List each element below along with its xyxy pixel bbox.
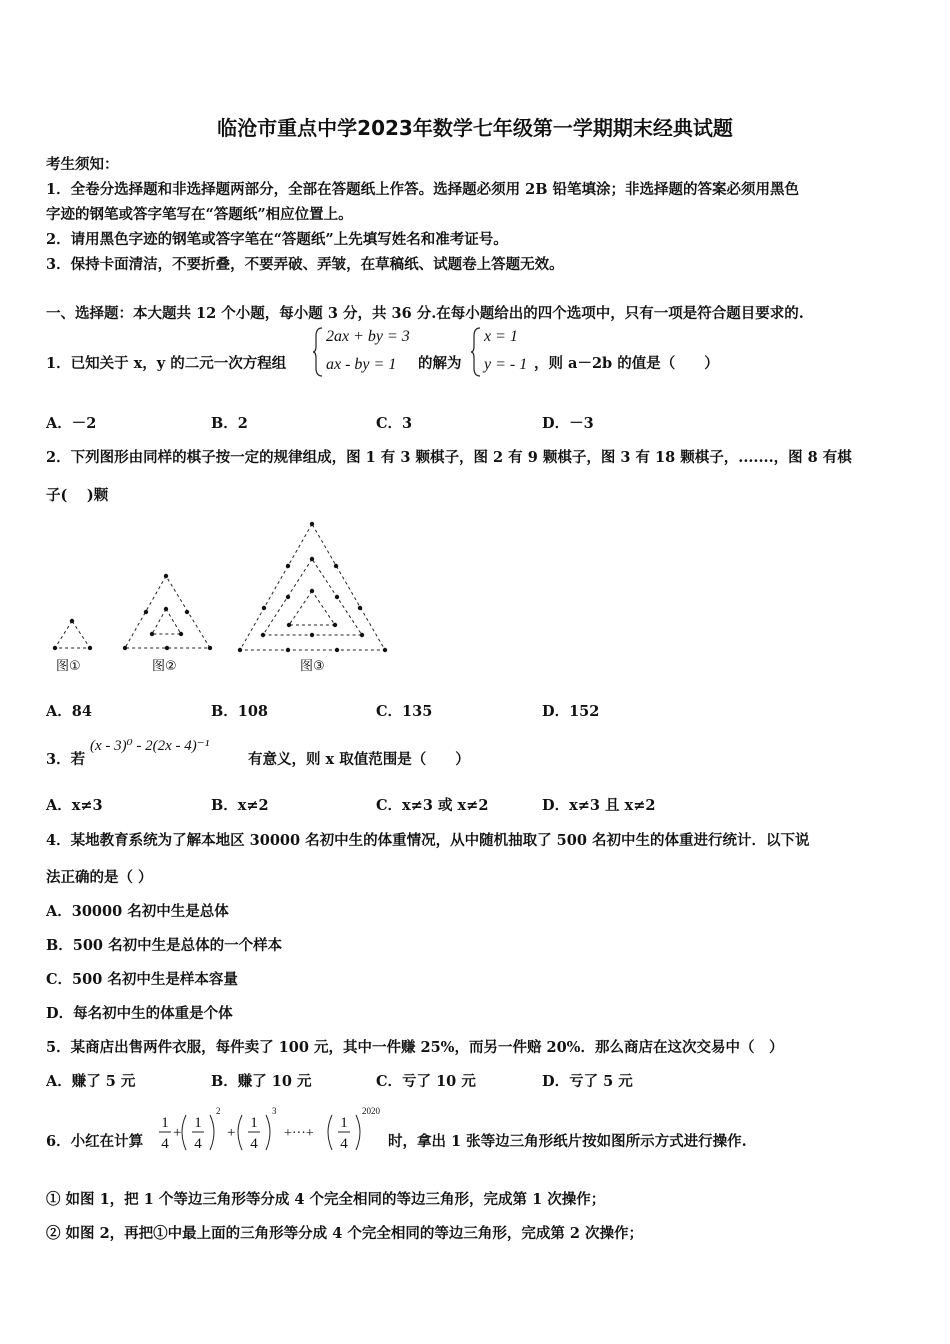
q6-step2: ② 如图 2，再把①中最上面的三角形等分成 4 个完全相同的等边三角形，完成第 2 次操作； xyxy=(46,1225,644,1242)
q6-frac4-den: 4 xyxy=(340,1136,348,1152)
chess-piece xyxy=(335,595,339,599)
chess-piece xyxy=(286,564,290,568)
q2-figure xyxy=(40,515,400,677)
notice-heading: 考生须知： xyxy=(46,156,119,173)
chess-piece xyxy=(164,607,168,611)
chess-piece xyxy=(165,646,169,650)
q1-mid: 的解为 xyxy=(418,355,462,372)
q4-option-d[interactable]: D．每名初中生的体重是个体 xyxy=(46,1005,233,1022)
chess-piece xyxy=(164,574,168,578)
q5-option-a[interactable]: A．赚了 5 元 xyxy=(46,1073,136,1090)
q3-option-a[interactable]: A．x≠3 xyxy=(46,797,103,814)
chess-piece xyxy=(310,557,314,561)
q1-prefix: 1．已知关于 x，y 的二元一次方程组 xyxy=(46,355,287,372)
notice-item-3: 3．保持卡面清洁，不要折叠，不要弄破、弄皱，在草稿纸、试题卷上答题无效。 xyxy=(46,256,564,273)
chess-piece xyxy=(208,646,212,650)
q5-option-d[interactable]: D．亏了 5 元 xyxy=(542,1073,633,1090)
chess-piece xyxy=(70,619,74,623)
q3-option-d[interactable]: D．x≠3 且 x≠2 xyxy=(542,797,656,814)
chess-piece xyxy=(150,632,154,636)
q6-prefix: 6．小红在计算 xyxy=(46,1133,144,1150)
q6-plus-1: + xyxy=(173,1125,182,1141)
q1-sol2: y = - 1 xyxy=(484,356,528,373)
q4-option-c[interactable]: C．500 名初中生是样本容量 xyxy=(46,971,238,988)
q3-expression: (x - 3)⁰ - 2(2x - 4)⁻¹ xyxy=(90,738,210,754)
q5-line: 5．某商店出售两件衣服，每件卖了 100 元，其中一件赚 25%，而另一件赔 20%．那么商店在这次交易中（ ） xyxy=(46,1039,784,1056)
page-title: 临沧市重点中学2023年数学七年级第一学期期末经典试题 xyxy=(217,116,733,140)
chess-piece xyxy=(238,648,242,652)
q1-eq2: ax - by = 1 xyxy=(326,356,397,373)
chess-piece xyxy=(358,606,362,610)
q2-fig1-label: 图① xyxy=(56,659,81,674)
q6-frac2-num: 1 xyxy=(194,1115,202,1131)
q6-frac3-num: 1 xyxy=(250,1115,258,1131)
q5-option-b[interactable]: B．赚了 10 元 xyxy=(211,1073,312,1090)
notice-item-2: 2．请用黑色字迹的钢笔或答字笔在“答题纸”上先填写姓名和准考证号。 xyxy=(46,231,508,248)
q4-option-a[interactable]: A．30000 名初中生是总体 xyxy=(46,903,229,920)
chess-piece xyxy=(286,595,290,599)
q1-option-b[interactable]: B．2 xyxy=(211,415,248,432)
notice-item-1: 1．全卷分选择题和非选择题两部分，全部在答题纸上作答。选择题必须用 2B 铅笔填涂；非选择题的答案必须用黑色 xyxy=(46,181,800,198)
chess-piece xyxy=(144,610,148,614)
q6-dots: +···+ xyxy=(284,1126,314,1141)
chess-piece xyxy=(333,623,337,627)
q6-exp-last: 2020 xyxy=(362,1106,380,1116)
section-heading: 一、选择题：本大题共 12 个小题，每小题 3 分，共 36 分.在每小题给出的四个选项中，只有一项是符合题目要求的. xyxy=(46,305,804,322)
q6-frac1-den: 4 xyxy=(161,1136,169,1152)
chess-piece xyxy=(179,632,183,636)
chess-piece xyxy=(310,522,314,526)
chess-piece xyxy=(286,648,290,652)
q6-frac3-den: 4 xyxy=(250,1136,258,1152)
q4-line2: 法正确的是（ ） xyxy=(46,869,153,886)
chess-piece xyxy=(360,633,364,637)
chess-piece xyxy=(88,646,92,650)
chess-piece xyxy=(383,648,387,652)
q1-option-d[interactable]: D．－3 xyxy=(542,415,594,432)
q6-formula xyxy=(154,1102,390,1162)
chess-piece xyxy=(123,646,127,650)
chess-piece xyxy=(262,606,266,610)
q2-option-c[interactable]: C．135 xyxy=(376,703,433,720)
chess-piece xyxy=(185,610,189,614)
q6-frac4-num: 1 xyxy=(340,1115,348,1131)
q1-left-brace xyxy=(312,326,324,378)
q6-exp-2: 2 xyxy=(216,1106,221,1116)
q4-option-b[interactable]: B．500 名初中生是总体的一个样本 xyxy=(46,937,283,954)
q2-line1: 2．下列图形由同样的棋子按一定的规律组成，图 1 有 3 颗棋子，图 2 有 9 颗棋子，图 3 有 18 颗棋子，.......，图 8 有棋 xyxy=(46,449,852,466)
chess-piece xyxy=(261,633,265,637)
q1-suffix: ，则 a－2b 的值是（ ） xyxy=(534,355,719,372)
q3-option-b[interactable]: B．x≠2 xyxy=(211,797,269,814)
q2-fig2-label: 图② xyxy=(152,659,177,674)
chess-piece xyxy=(53,646,57,650)
chess-piece xyxy=(310,633,314,637)
q6-frac2-den: 4 xyxy=(194,1136,202,1152)
q6-step1: ① 如图 1，把 1 个等边三角形等分成 4 个完全相同的等边三角形，完成第 1 次操作； xyxy=(46,1191,606,1208)
q1-option-c[interactable]: C．3 xyxy=(376,415,413,432)
q5-option-c[interactable]: C．亏了 10 元 xyxy=(376,1073,476,1090)
chess-piece xyxy=(335,648,339,652)
q6-suffix: 时，拿出 1 张等边三角形纸片按如图所示方式进行操作. xyxy=(388,1133,747,1150)
chess-piece xyxy=(287,623,291,627)
q6-exp-3: 3 xyxy=(272,1106,277,1116)
chess-piece xyxy=(310,589,314,593)
q3-suffix: 有意义，则 x 取值范围是（ ） xyxy=(248,751,470,768)
q2-option-d[interactable]: D．152 xyxy=(542,703,600,720)
q1-right-brace xyxy=(470,326,482,378)
q6-plus-2: + xyxy=(227,1125,236,1141)
notice-item-1-cont: 字迹的钢笔或答字笔写在“答题纸”相应位置上。 xyxy=(46,206,353,223)
q2-fig3-label: 图③ xyxy=(300,659,325,674)
q1-eq1: 2ax + by = 3 xyxy=(326,328,410,345)
q6-frac1-num: 1 xyxy=(161,1115,169,1131)
q4-line1: 4．某地教育系统为了解本地区 30000 名初中生的体重情况，从中随机抽取了 500 名初中生的体重进行统计．以下说 xyxy=(46,832,810,849)
chess-piece xyxy=(334,564,338,568)
q2-option-a[interactable]: A．84 xyxy=(46,703,92,720)
q1-sol1: x = 1 xyxy=(484,328,518,345)
q3-option-c[interactable]: C．x≠3 或 x≠2 xyxy=(376,797,489,814)
q1-option-a[interactable]: A．－2 xyxy=(46,415,97,432)
q2-option-b[interactable]: B．108 xyxy=(211,703,269,720)
q2-line2: 子( )颗 xyxy=(46,487,109,504)
q3-prefix: 3．若 xyxy=(46,751,86,768)
